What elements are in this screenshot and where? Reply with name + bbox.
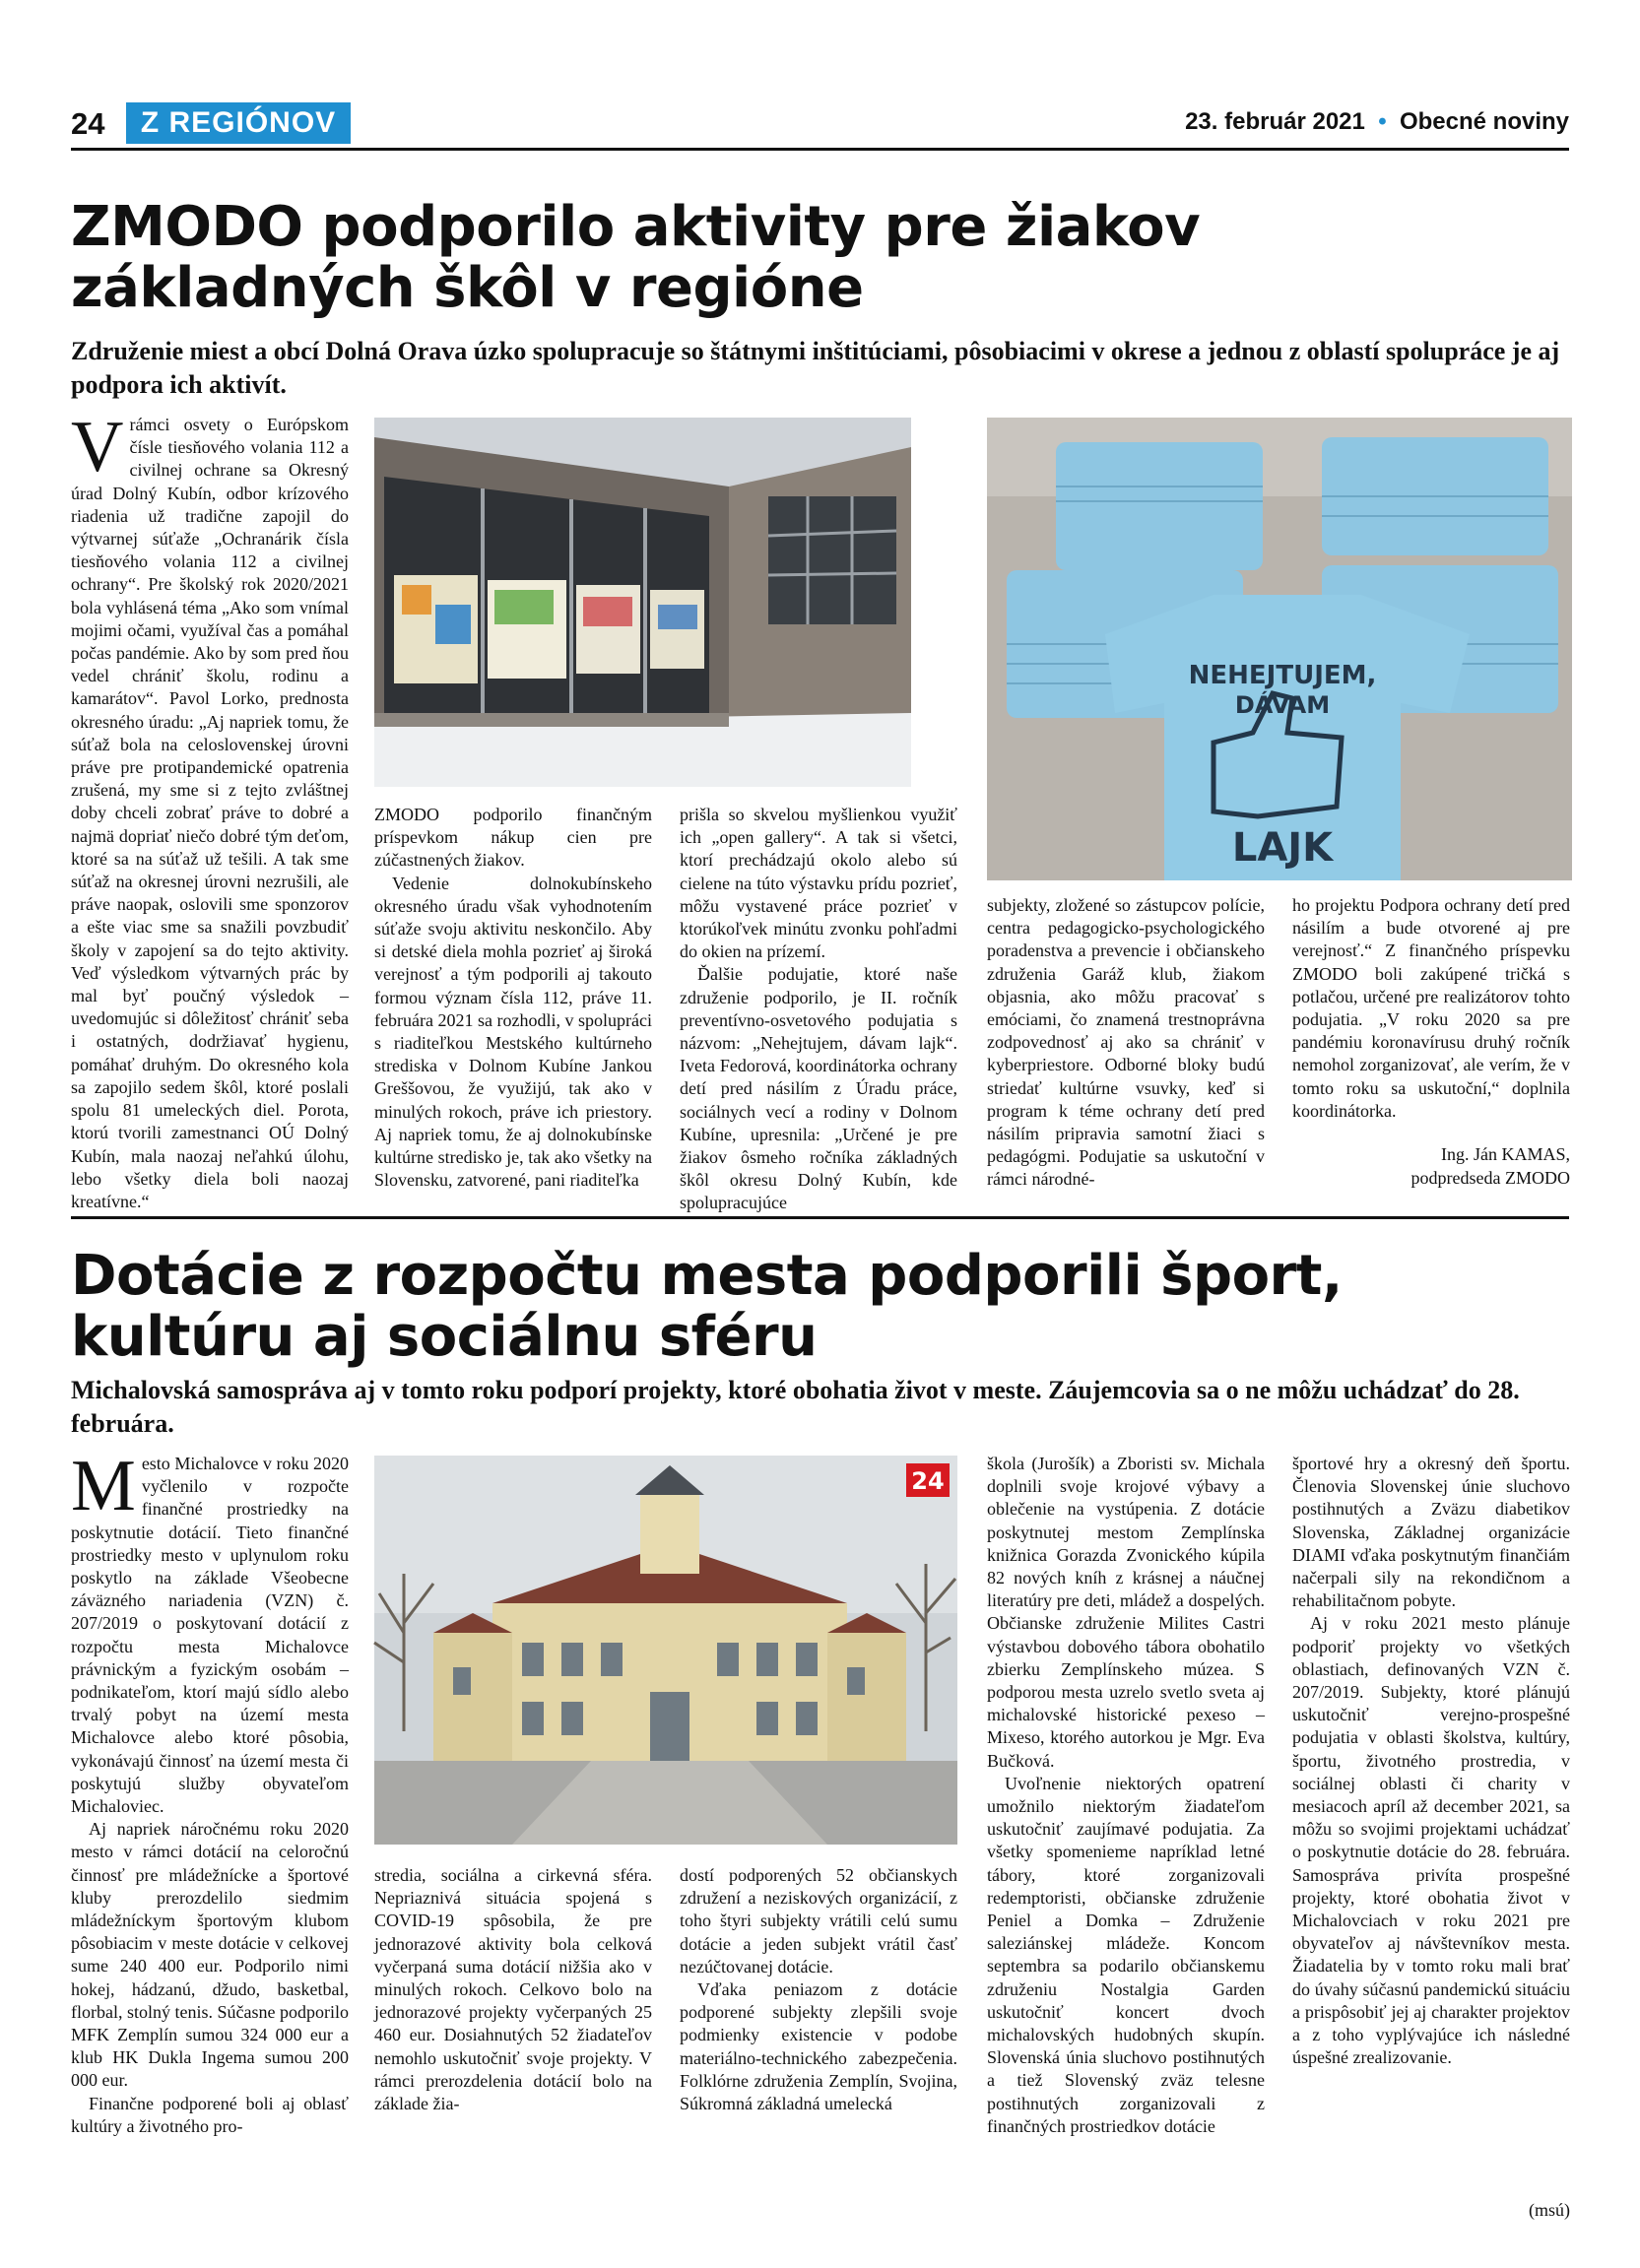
signature-name: Ing. Ján KAMAS, xyxy=(1440,1144,1570,1164)
article2-column-2 xyxy=(374,1864,652,2226)
town-hall-photo xyxy=(374,1456,957,1845)
article2-headline: Dotácie z rozpočtu mesta podporili šport, kultúru aj sociálnu sféru xyxy=(71,1244,1343,1369)
article2-col3-text-b: Vďaka peniazom z dotácie podporené subjekty zlepšili svoje podmienky existencie v podobe materiálno-technického zabezpečenia. Folklórne združenia Zemplín, Svojina, Súkromná základná umelecká xyxy=(680,1979,957,2114)
article1-column-3 xyxy=(680,804,957,1213)
dropcap: M xyxy=(71,1446,136,1526)
article2-col1-text-a: esto Michalovce v roku 2020 vyčlenilo v rozpočte finančné prostriedky na poskytnutie dotácií. Tieto finančné prostriedky mesto v uplynulom roku poskytlo na základe Všeobecne záväzného nariadenia (VZN) č. 207/2019 o poskytovaní dotácií z rozpočtu mesta Michalovce právnickým a fyzickým osobám – podnikateľom, ktorí majú sídlo alebo trvalý pobyt na území mesta Michalovce alebo ktoré pôsobia, vykonávajú činnosť na území mesta či poskytujú služby obyvateľom Michaloviec. xyxy=(71,1454,349,1817)
shirt-text-line3: LAJK xyxy=(1231,825,1334,871)
article1-col5-text: ho projektu Podpora ochrany detí pred násilím a bude otvorené aj pre verejnosť.“ Z finančného príspevku ZMODO boli zakúpené tričká s potlačou, určené pre realizátorov tohto podujatia. „V roku 2020 sa pre pandémiu koronavírusu druhý ročník nemohol zorganizovať, ale verím, že v tomto roku sa uskutoční,“ doplnila koordinátorka. xyxy=(1292,895,1570,1121)
issue-date: 23. február 2021 xyxy=(1185,108,1365,135)
article2-col5-text-a: športové hry a okresný deň športu. Členovia Slovenskej únie sluchovo postihnutých a Zväzu diabetikov Slovenska, Základnej organizácie DIAMI vďaka poskytnutým finančiám načerpali sily na rekondičnom a rehabilitačnom pobyte. xyxy=(1292,1454,1570,1611)
photo-badge: 24 xyxy=(911,1467,945,1495)
article2-col4-text-a: škola (Jurošík) a Zboristi sv. Michala doplnili svoje krojové výbavy a oblečenie na vystúpenia. Z dotácie poskytnutej mestom Zemplínska knižnica Gorazda Zvonického kúpila 82 nových kníh z krásnej a náučnej literatúry pre deti, mládež a dospelých. Občianske združenie Milites Castri výstavbou dobového tábora obohatilo zbierku Zemplínskeho múzea. S podporou mesta uzrelo svetlo sveta aj michalovské historické pexeso – Mixeso, ktorého autorkou je Mgr. Eva Bučková. xyxy=(987,1454,1265,1771)
gallery-window-photo xyxy=(374,418,911,787)
article2-author: (msú) xyxy=(1529,2200,1570,2220)
dropcap: V xyxy=(71,407,124,487)
date-line xyxy=(1185,108,1569,136)
article1-lead: Združenie miest a obcí Dolná Orava úzko spolupracuje so štátnymi inštitúciami, pôsobiacimi v okrese a jednou z oblastí spolupráce je aj podpora ich aktivít. xyxy=(71,337,1560,399)
article1-column-1 xyxy=(71,407,349,1211)
article2-column-3 xyxy=(680,1864,957,2226)
article1-column-5 xyxy=(1292,894,1570,1121)
page-number: 24 xyxy=(71,106,105,141)
article1-signature xyxy=(1292,1142,1570,1190)
article1-column-4 xyxy=(987,894,1265,1201)
article2-column-5 xyxy=(1292,1453,1570,2191)
article1-col3-text-a: prišla so skvelou myšlienkou využiť ich „open gallery“. A tak si všetci, ktorí prechádzajú okolo alebo sú cielene na túto výstavku prídu pozrieť, môžu vystavené práce pozrieť v ktorúkoľvek minútu zvonku pohľadmi do okien na prízemí. xyxy=(680,805,957,962)
article2-col1-text-b: Aj napriek náročnému roku 2020 mesto v rámci dotácií na celoročnú činnosť pre mládežnícke a športové kluby prerozdelilo siedmim mládežníckym športovým klubom pôsobiacim v meste dotácie v celkovej sume 240 400 eur. Podporilo nimi hokej, hádzanú, džudo, basketbal, florbal, stolný tenis. Súčasne podporilo MFK Zemplín sumou 324 000 eur a klub HK Dukla Ingema sumou 200 000 eur. xyxy=(71,1819,349,2091)
article-divider xyxy=(71,1216,1569,1219)
article2-col3-text-a: dostí podporených 52 občianskych združení a neziskových organizácií, z toho štyri subjekty vrátili celú sumu dotácie a jeden subjekt vrátil časť nezúčtovanej dotácie. xyxy=(680,1865,957,1976)
article2-col5-text-b: Aj v roku 2021 mesto plánuje podporiť projekty vo všetkých oblastiach, definovaných VZN č. 207/2019. Subjekty, ktoré plánujú uskutočniť verejno-prospešné podujatia v oblasti školstva, kultúry, športu, životného prostredia, v sociálnej oblasti či charity v mesiacoch apríl až december 2021, sa môžu so svojimi projektami uchádzať o poskytnutie dotácie do 28. februára. Samospráva privíta prospešné projekty, ktoré obohatia život v Michalovciach v roku 2021 pre obyvateľov aj návštevníkov mesta. Žiadatelia by v tomto roku mali brať do úvahy súčasnú pandemickú situáciu a prispôsobiť jej aj charakter projektov a z toho vyplývajúce ich následné úspešné zrealizovanie. xyxy=(1292,1613,1570,2068)
shirt-text-line1: NEHEJTUJEM, xyxy=(1188,661,1377,690)
separator-dot: • xyxy=(1371,108,1394,135)
article1-col4-text: subjekty, zložené so zástupcov polície, centra pedagogicko-psychologického poradenstva a prevencie i občianskeho združenia Garáž klub, žiakom objasnia, ako môžu pracovať s emóciami, čo znamená trestnoprávna zodpovednosť aj ako sa chrániť v kyberpriestore. Odborné bloky budú striedať kultúrne vsuvky, keď si program k téme ochrany detí pred násilím pripravia samotní žiaci s pedagógmi. Podujatie sa uskutoční v rámci národné- xyxy=(987,895,1265,1190)
article1-col2-text: Vedenie dolnokubínskeho okresného úradu však vyhodnotením súťaže svoju aktivitu neskončilo. Aby si detské diela mohla pozrieť aj široká verejnosť a tým podporili aj takouto formou význam čísla 112, práve 11. februára 2021 sa rozhodli, v spolupráci s riaditeľkou Mestského kultúrneho strediska v Dolnom Kubíne Jankou Greššovou, že využijú, tak ako v minulých rokoch, práve ich priestory. Aj napriek tomu, že aj dolnokubínske kultúrne stredisko je, tak ako všetky na Slovensku, zatvorené, pani riaditeľka xyxy=(374,873,652,1191)
article1-col1-text: rámci osvety o Európskom čísle tiesňového volania 112 a civilnej ochrane sa Okresný úrad Dolný Kubín, odbor krízového riadenia už tradične zapojil do výtvarnej súťaže „Ochranárik čísla tiesňového volania 112 a civilnej ochrany“. Pre školský rok 2020/2021 bola vyhlásená téma „Ako som vnímal mojimi očami, využíval čas a pomáhal počas pandémie. Ako by som pred ňou vedel chrániť školu, rodinu a kamarátov“. Pavol Lorko, prednosta okresného úradu: „Aj napriek tomu, že súťaž bola na celoslovenskej úrovni práve pre protipandemické opatrenia zrušená, my sme si z tejto zvláštnej doby chceli zobrať práve to dobré a najmä dopriať niečo dobré tým deťom, ktoré sa na súťaž už tešili. A tak sme súťaž na okresnej úrovni nezrušili, ale práve naopak, oslovili sme sponzorov a ešte viac sme sa snažili povzbudiť školy v zapojení sa do tejto aktivity. Veď výsledkom výtvarných prác by mal byť poučný výsledok – uvedomujúc si dôležitosť chrániť seba i ostatných, dodržiavať hygienu, pomáhať druhým. Do okresného kola sa zapojilo sedem škôl, ktoré poslali spolu 81 umeleckých diel. Porota, ktorú tvorili zamestnanci OÚ Dolný Kubín, mala naozaj neľahkú úlohu, lebo všetky diela boli naozaj kreatívne.“ xyxy=(71,415,349,1211)
article2-col1-text-c: Finančne podporené boli aj oblasť kultúry a životného pro- xyxy=(71,2093,349,2136)
article2-col4-text-b: Uvoľnenie niektorých opatrení umožnilo niektorým žiadateľom uskutočniť zaujímavé podujatia. Za všetky spomenieme napríklad letné tábory, ktoré zorganizovali redemptoristi, občianske združenie Peniel a Domka – Združenie saleziánskej mládeže. Koncom septembra sa podarilo občianskemu združeniu Nostalgia Garden uskutočniť koncert dvoch michalovských hudobných skupín. Slovenská únia sluchovo postihnutých a tiež Slovenský zväz telesne postihnutých zorganizovali z finančných prostriedkov dotácie xyxy=(987,1773,1265,2136)
article2-column-4 xyxy=(987,1453,1265,2226)
tshirts-photo xyxy=(987,418,1572,880)
article1-headline: ZMODO podporilo aktivity pre žiakov základných škôl v regióne xyxy=(71,195,1201,320)
shirt-text-line2: DÁVAM xyxy=(1234,691,1331,719)
article1-column-2 xyxy=(374,804,652,1201)
section-tag: Z REGIÓNOV xyxy=(126,102,351,144)
signature-role: podpredseda ZMODO xyxy=(1410,1168,1570,1188)
article2-lead: Michalovská samospráva aj v tomto roku podporí projekty, ktoré obohatia život v meste. Záujemcovia sa o ne môžu uchádzať do 28. februára. xyxy=(71,1376,1520,1438)
article2-col2-text: stredia, sociálna a cirkevná sféra. Nepriaznivá situácia spojená s COVID-19 spôsobila, že pre jednorazové aktivity bola celková vyčerpaná suma dotácií nižšia ako v minulých rokoch. Celkovo bolo na jednorazové projekty vyčerpaných 25 460 eur. Dosiahnutých 52 žiadateľov nemohlo uskutočniť svoje projekty. V rámci prerozdelenia dotácií bolo na základe žia- xyxy=(374,1865,652,2114)
article1-col2-caption: ZMODO podporilo finančným príspevkom nákup cien pre zúčastnených žiakov. xyxy=(374,805,652,871)
header-rule xyxy=(71,148,1569,151)
article2-column-1 xyxy=(71,1446,349,2226)
article1-col3-text-b: Ďalšie podujatie, ktoré naše združenie podporilo, je II. ročník preventívno-osvetového podujatia s názvom: „Nehejtujem, dávam lajk“. Iveta Fedorová, koordinátorka ochrany detí pred násilím z Úradu práce, sociálnych vecí a rodiny v Dolnom Kubíne, upresnila: „Určené je pre žiakov ôsmeho ročníka základných škôl okresu Dolný Kubín, kde spolupracujúce xyxy=(680,964,957,1213)
publication-name: Obecné noviny xyxy=(1399,108,1569,135)
